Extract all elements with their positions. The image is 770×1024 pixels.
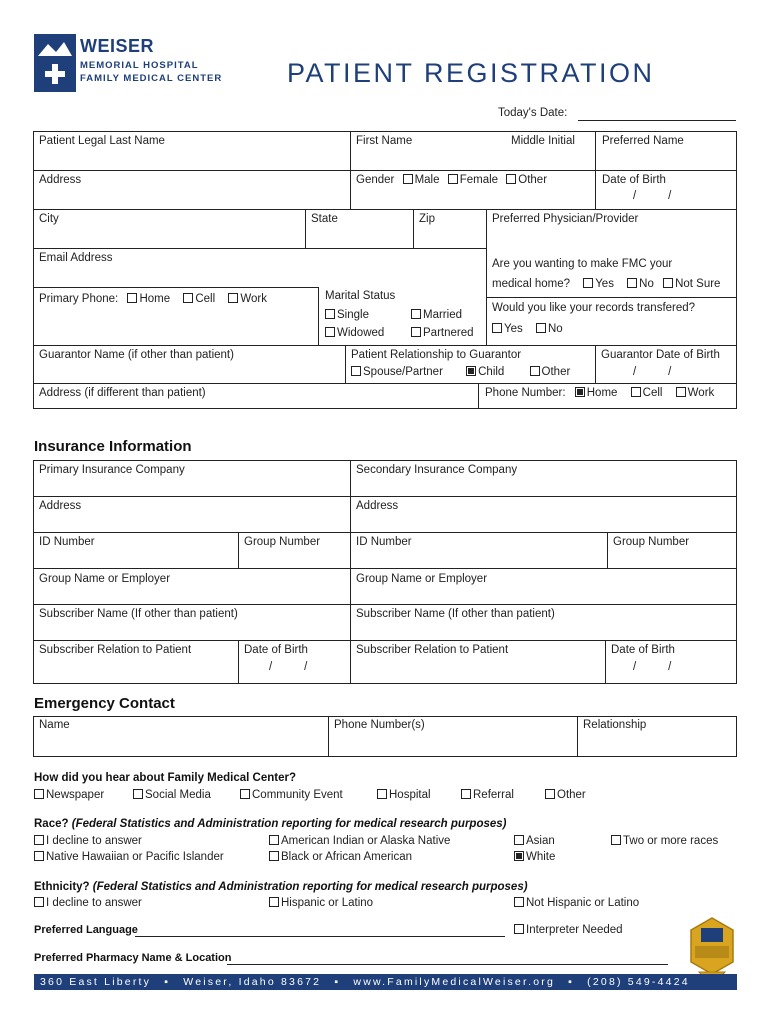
fmc-no-label: No: [639, 278, 654, 290]
primary-dob-slashes: / /: [269, 661, 308, 673]
secondary-group-number-field[interactable]: Group Number: [613, 536, 690, 548]
hospital-checkbox[interactable]: [377, 789, 387, 799]
interpreter-option: [514, 924, 623, 936]
secondary-subscriber-field[interactable]: Subscriber Name (If other than patient): [356, 608, 555, 620]
female-checkbox[interactable]: [448, 174, 458, 184]
referral-label: Referral: [473, 789, 514, 801]
footer-address: 360 East Liberty: [40, 976, 152, 988]
pharmacy-field[interactable]: [227, 964, 668, 965]
city-field[interactable]: City: [39, 213, 59, 225]
emergency-relationship-field[interactable]: Relationship: [583, 719, 647, 731]
phone-number-home-label: Home: [586, 387, 618, 399]
col-divider: [577, 716, 578, 757]
address-field[interactable]: Address: [39, 174, 82, 186]
fmc-yes-checkbox[interactable]: [583, 278, 593, 288]
col-divider: [486, 209, 487, 346]
referral-other: [545, 789, 586, 801]
american-indian-checkbox[interactable]: [269, 835, 279, 845]
single-option: [325, 309, 369, 321]
phone-number-cell-label: Cell: [642, 387, 663, 399]
state-field[interactable]: State: [311, 213, 338, 225]
black-checkbox[interactable]: [269, 851, 279, 861]
emergency-title: Emergency Contact: [34, 695, 175, 712]
referral-newspaper: [34, 789, 104, 801]
secondary-relation-field[interactable]: Subscriber Relation to Patient: [356, 644, 509, 656]
widowed-checkbox[interactable]: [325, 327, 335, 337]
newspaper-label: Newspaper: [46, 789, 105, 801]
phone-number-label: Phone Number:: [485, 387, 566, 399]
last-name-field[interactable]: Patient Legal Last Name: [39, 135, 165, 147]
logo-line1: MEMORIAL HOSPITAL: [80, 60, 199, 71]
first-name-field[interactable]: First Name: [356, 135, 413, 147]
referral-other-label: Other: [557, 789, 586, 801]
footer-separator: ▪: [568, 976, 575, 988]
phone-cell-label: Cell: [195, 293, 216, 305]
col-divider: [605, 640, 606, 684]
ethnicity-question-note: (Federal Statistics and Administration reporting for medical research purposes): [92, 881, 528, 893]
primary-phone-label: Primary Phone:: [39, 293, 119, 305]
white-label: White: [526, 851, 556, 863]
secondary-address-field[interactable]: Address: [356, 500, 399, 512]
primary-phone-group: [39, 293, 267, 305]
col-divider: [238, 640, 239, 684]
todays-date-field[interactable]: [578, 120, 736, 121]
row-divider: [33, 345, 737, 346]
two-or-more-label: Two or more races: [623, 835, 719, 847]
race-white: [514, 851, 555, 863]
single-checkbox[interactable]: [325, 309, 335, 319]
logo-name: WEISER: [80, 36, 155, 56]
marital-status-label: Marital Status: [325, 290, 396, 302]
gender-label: Gender: [356, 174, 395, 186]
race-asian: [514, 835, 555, 847]
newspaper-checkbox[interactable]: [34, 789, 44, 799]
dob-field[interactable]: Date of Birth: [602, 174, 666, 186]
footer-website[interactable]: www.FamilyMedicalWeiser.org: [353, 976, 555, 988]
child-checkbox[interactable]: [466, 366, 476, 376]
col-divider: [413, 209, 414, 248]
middle-initial-field[interactable]: Middle Initial: [511, 135, 575, 147]
married-label: Married: [423, 309, 462, 321]
email-field[interactable]: Email Address: [39, 252, 113, 264]
phone-cell-checkbox[interactable]: [183, 293, 193, 303]
pharmacy-label: Preferred Pharmacy Name & Location: [34, 952, 232, 964]
dob-slashes: / /: [633, 190, 672, 202]
ethnicity-decline-label: I decline to answer: [46, 897, 142, 909]
page-title: PATIENT REGISTRATION: [287, 58, 655, 88]
records-no-label: No: [547, 323, 563, 335]
phone-work-label: Work: [240, 293, 267, 305]
physician-field[interactable]: Preferred Physician/Provider: [492, 213, 639, 225]
interpreter-label: Interpreter Needed: [526, 924, 623, 936]
hispanic-checkbox[interactable]: [269, 897, 279, 907]
phone-number-group: [485, 387, 714, 399]
female-label: Female: [459, 174, 499, 186]
guarantor-dob-slashes: / /: [633, 366, 672, 378]
child-label: Child: [478, 366, 505, 378]
insurance-title: Insurance Information: [34, 438, 192, 455]
interpreter-checkbox[interactable]: [514, 924, 524, 934]
row-divider: [33, 383, 737, 384]
race-question: [34, 818, 507, 830]
race-american-indian: [269, 835, 450, 847]
primary-insurance-field[interactable]: Primary Insurance Company: [39, 464, 185, 476]
phone-home-label: Home: [139, 293, 171, 305]
col-divider: [595, 345, 596, 384]
row-divider: [33, 209, 737, 210]
records-question: Would you like your records transfered?: [492, 302, 696, 314]
primary-id-field[interactable]: ID Number: [39, 536, 95, 548]
race-decline-label: I decline to answer: [46, 835, 142, 847]
emergency-phone-field[interactable]: Phone Number(s): [334, 719, 425, 731]
records-no-checkbox[interactable]: [536, 323, 546, 333]
logo-line2: FAMILY MEDICAL CENTER: [80, 73, 223, 84]
fmc-not-sure-label: Not Sure: [675, 278, 721, 290]
primary-group-name-field[interactable]: Group Name or Employer: [39, 573, 171, 585]
two-or-more-checkbox[interactable]: [611, 835, 621, 845]
partnered-option: [411, 327, 474, 339]
ethnicity-question-label: Ethnicity?: [34, 881, 90, 893]
ethnicity-decline: [34, 897, 142, 909]
gender-group: [356, 174, 547, 186]
secondary-insurance-field[interactable]: Secondary Insurance Company: [356, 464, 518, 476]
spouse-label: Spouse/Partner: [363, 366, 443, 378]
primary-group-number-field[interactable]: Group Number: [244, 536, 321, 548]
race-decline: [34, 835, 142, 847]
fmc-question-group: [492, 278, 720, 290]
logo-mark-icon: [34, 34, 76, 92]
records-options: [492, 323, 563, 335]
phone-number-cell-checkbox[interactable]: [631, 387, 641, 397]
col-divider: [478, 383, 479, 409]
asian-checkbox[interactable]: [514, 835, 524, 845]
relationship-other-label: Other: [541, 366, 571, 378]
american-indian-label: American Indian or Alaska Native: [281, 835, 451, 847]
gender-other-checkbox[interactable]: [506, 174, 516, 184]
ethnicity-not-hispanic: [514, 897, 639, 909]
referral-other-checkbox[interactable]: [545, 789, 555, 799]
race-two-or-more: [611, 835, 718, 847]
referral-referral: [461, 789, 514, 801]
referral-hospital: [377, 789, 431, 801]
language-field[interactable]: [135, 936, 505, 937]
married-checkbox[interactable]: [411, 309, 421, 319]
col-divider: [238, 532, 239, 568]
col-divider: [607, 532, 608, 568]
referral-question: How did you hear about Family Medical Center?: [34, 772, 296, 784]
footer-bar: [34, 974, 737, 990]
row-divider: [33, 287, 318, 288]
phone-home-checkbox[interactable]: [127, 293, 137, 303]
footer-phone: (208) 549-4424: [587, 976, 690, 988]
relationship-options: [351, 366, 570, 378]
not-hispanic-checkbox[interactable]: [514, 897, 524, 907]
fmc-question-line1: Are you wanting to make FMC your: [492, 258, 673, 270]
race-black: [269, 851, 412, 863]
secondary-group-name-field[interactable]: Group Name or Employer: [356, 573, 488, 585]
language-label: Preferred Language: [34, 924, 138, 936]
male-checkbox[interactable]: [403, 174, 413, 184]
race-decline-checkbox[interactable]: [34, 835, 44, 845]
male-label: Male: [414, 174, 440, 186]
footer-separator: ▪: [334, 976, 341, 988]
not-hispanic-label: Not Hispanic or Latino: [526, 897, 640, 909]
secondary-dob-field[interactable]: Date of Birth: [611, 644, 675, 656]
secondary-dob-slashes: / /: [633, 661, 672, 673]
hospital-label: Hospital: [389, 789, 431, 801]
phone-number-home-checkbox[interactable]: [575, 387, 585, 397]
footer-city: Weiser, Idaho 83672: [183, 976, 322, 988]
black-label: Black or African American: [281, 851, 413, 863]
widowed-option: [325, 327, 384, 339]
gender-other-label: Other: [518, 174, 548, 186]
row-divider: [33, 248, 487, 249]
fmc-question-line2: medical home?: [492, 278, 570, 290]
todays-date-label: Today's Date:: [498, 107, 568, 119]
guarantor-dob-field[interactable]: Guarantor Date of Birth: [601, 349, 720, 361]
partnered-label: Partnered: [423, 327, 474, 339]
fmc-no-checkbox[interactable]: [627, 278, 637, 288]
col-divider: [318, 287, 319, 346]
guarantor-name-field[interactable]: Guarantor Name (if other than patient): [39, 349, 234, 361]
records-yes-checkbox[interactable]: [492, 323, 502, 333]
phone-work-checkbox[interactable]: [228, 293, 238, 303]
footer-separator: ▪: [164, 976, 171, 988]
secondary-id-field[interactable]: ID Number: [356, 536, 412, 548]
ethnicity-question: [34, 881, 528, 893]
primary-dob-field[interactable]: Date of Birth: [244, 644, 308, 656]
race-question-label: Race?: [34, 818, 69, 830]
community-event-checkbox[interactable]: [240, 789, 250, 799]
col-divider: [595, 131, 596, 210]
preferred-name-field[interactable]: Preferred Name: [602, 135, 684, 147]
partnered-checkbox[interactable]: [411, 327, 421, 337]
married-option: [411, 309, 462, 321]
spouse-checkbox[interactable]: [351, 366, 361, 376]
primary-subscriber-field[interactable]: Subscriber Name (If other than patient): [39, 608, 238, 620]
logo: [34, 34, 223, 92]
address-diff-field[interactable]: Address (if different than patient): [39, 387, 206, 399]
col-divider: [350, 460, 351, 684]
hawaiian-label: Native Hawaiian or Pacific Islander: [46, 851, 224, 863]
fmc-yes-label: Yes: [595, 278, 614, 290]
single-label: Single: [337, 309, 369, 321]
row-divider: [33, 496, 737, 497]
col-divider: [328, 716, 329, 757]
col-divider: [345, 345, 346, 384]
referral-social: [133, 789, 211, 801]
row-divider: [486, 297, 737, 298]
white-checkbox[interactable]: [514, 851, 524, 861]
row-divider: [33, 604, 737, 605]
phone-number-work-label: Work: [687, 387, 715, 399]
primary-address-field[interactable]: Address: [39, 500, 82, 512]
ethnicity-hispanic: [269, 897, 373, 909]
hawaiian-checkbox[interactable]: [34, 851, 44, 861]
widowed-label: Widowed: [337, 327, 385, 339]
community-event-label: Community Event: [252, 789, 343, 801]
row-divider: [33, 568, 737, 569]
asian-label: Asian: [526, 835, 555, 847]
row-divider: [33, 170, 737, 171]
relationship-other-checkbox[interactable]: [530, 366, 540, 376]
hispanic-label: Hispanic or Latino: [281, 897, 374, 909]
row-divider: [33, 640, 737, 641]
referral-community: [240, 789, 343, 801]
col-divider: [350, 131, 351, 210]
row-divider: [33, 532, 737, 533]
primary-relation-field[interactable]: Subscriber Relation to Patient: [39, 644, 192, 656]
race-question-note: (Federal Statistics and Administration reporting for medical research purposes): [71, 818, 507, 830]
phone-number-work-checkbox[interactable]: [676, 387, 686, 397]
zip-field[interactable]: Zip: [419, 213, 435, 225]
social-media-checkbox[interactable]: [133, 789, 143, 799]
referral-checkbox[interactable]: [461, 789, 471, 799]
records-yes-label: Yes: [504, 323, 523, 335]
relationship-label: Patient Relationship to Guarantor: [351, 349, 522, 361]
fmc-not-sure-checkbox[interactable]: [663, 278, 673, 288]
col-divider: [305, 209, 306, 248]
social-media-label: Social Media: [145, 789, 211, 801]
race-hawaiian: [34, 851, 224, 863]
ethnicity-decline-checkbox[interactable]: [34, 897, 44, 907]
emergency-name-field[interactable]: Name: [39, 719, 70, 731]
